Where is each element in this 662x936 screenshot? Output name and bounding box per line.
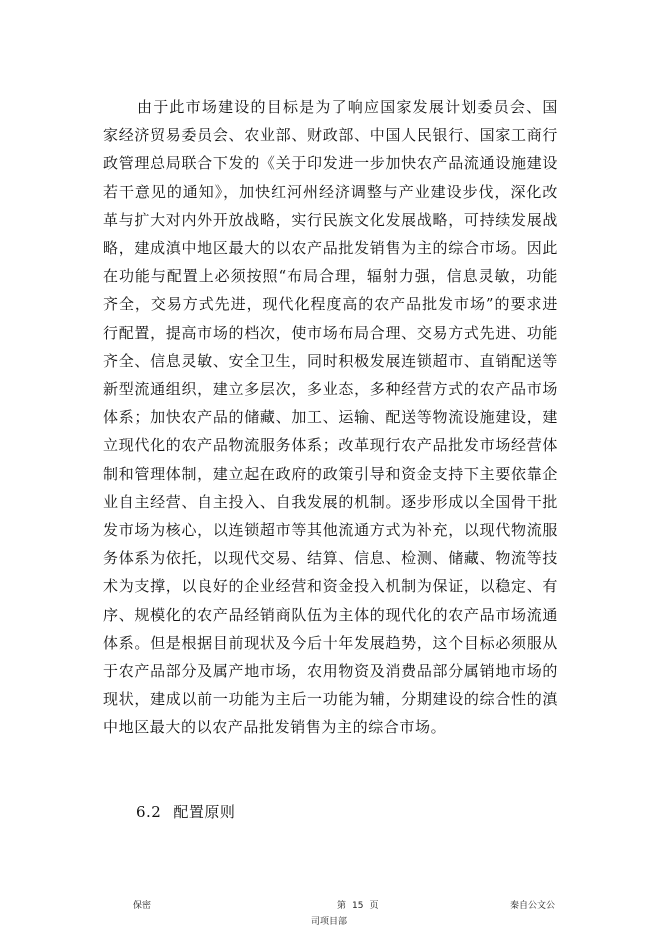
footer-confidential-label: 保密	[133, 901, 152, 911]
footer-company-label: 秦自公文公	[510, 901, 556, 911]
section-heading	[136, 801, 235, 822]
section-number: 6.2	[136, 803, 162, 821]
footer-department-label: 司项目部	[311, 917, 348, 927]
footer-page-value: 15	[352, 901, 364, 911]
footer-page-suffix: 页	[369, 901, 379, 911]
footer-page-prefix: 第	[337, 901, 347, 911]
footer-page-number	[337, 898, 378, 911]
main-paragraph: 由于此市场建设的目标是为了响应国家发展计划委员会、国家经济贸易委员会、农业部、财政部、中国人民银行、国家工商行政管理总局联合下发的《关于印发进一步加快农产品流通设施建设若干意见的通知》，加快红河州经济调整与产业建设步伐，深化改革与扩大对内外开放战略，实行民族文化发展战略，可持续发展战略，建成滇中地区最大的以农产品批发销售为主的综合市场。因此在功能与配置上必须按照“布局合理，辐射力强，信息灵敏，功能齐全，交易方式先进，现代化程度高的农产品批发市场”的要求进行配置，提高市场的档次，使市场布局合理、交易方式先进、功能齐全、信息灵敏、安全卫生，同时积极发展连锁超市、直销配送等新型流通组织，建立多层次，多业态，多种经营方式的农产品市场体系；加快农产品的储藏、加工、运输、配送等物流设施建设，建立现代化的农产品物流服务体系；改革现行农产品批发市场经营体制和管理体制，建立起在政府的政策引导和资金支持下主要依靠企业自主经营、自主投入、自我发展的机制。逐步形成以全国骨干批发市场为核心，以连锁超市等其他流通方式为补充，以现代物流服务体系为依托，以现代交易、结算、信息、检测、储藏、物流等技术为支撑，以良好的企业经营和资金投入机制为保证，以稳定、有序、规模化的农产品经销商队伍为主体的现代化的农产品市场流通体系。但是根据目前现状及今后十年发展趋势，这个目标必须服从于农产品部分及属产地市场，农用物资及消费品部分属销地市场的现状，建成以前一功能为主后一功能为辅，分期建设的综合性的滇中地区最大的以农产品批发销售为主的综合市场。	[103, 98, 558, 737]
section-title: 配置原则	[173, 803, 236, 821]
body-text	[103, 93, 558, 742]
